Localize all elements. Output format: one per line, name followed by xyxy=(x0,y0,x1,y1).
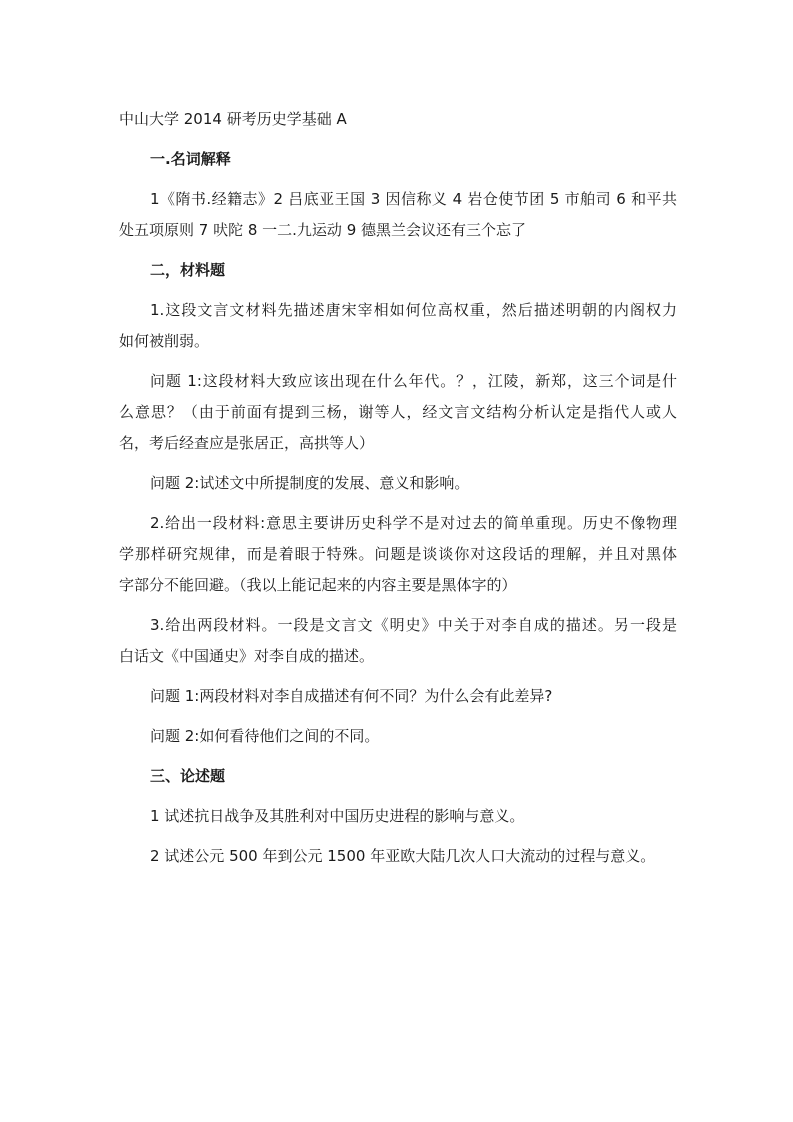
question-line: 名，考后经查应是张居正，高拱等人） xyxy=(119,434,375,452)
material-line: 2.给出一段材料:意思主要讲历史科学不是对过去的简单重现。历史不像物理 xyxy=(150,514,677,532)
question-line: 么意思？（由于前面有提到三杨，谢等人，经文言文结构分析认定是指代人或人 xyxy=(119,403,677,421)
material-line: 1.这段文言文材料先描述唐宋宰相如何位高权重，然后描述明朝的内阁权力 xyxy=(150,301,677,319)
terms-line: 处五项原则 7 吠陀 8 一二.九运动 9 德黑兰会议还有三个忘了 xyxy=(119,221,527,239)
material-line: 字部分不能回避。（我以上能记起来的内容主要是黑体字的） xyxy=(119,576,517,594)
section-heading-terms: 一.名词解释 xyxy=(150,150,231,168)
question-line: 问题 1:这段材料大致应该出现在什么年代。？，江陵，新郑，这三个词是什 xyxy=(150,372,677,390)
terms-paragraph xyxy=(119,184,677,246)
document-title: 中山大学 2014 研考历史学基础 A xyxy=(119,110,347,128)
material-line: 白话文《中国通史》对李自成的描述。 xyxy=(119,647,375,665)
material-item-3 xyxy=(119,610,677,672)
essay-question-1: 1 试述抗日战争及其胜利对中国历史进程的影响与意义。 xyxy=(150,807,525,825)
material-line: 如何被削弱。 xyxy=(119,332,210,350)
document-page xyxy=(119,104,677,881)
material-item-2 xyxy=(119,508,677,601)
section-heading-materials: 二，材料题 xyxy=(150,261,226,279)
essay-question-2: 2 试述公元 500 年到公元 1500 年亚欧大陆几次人口大流动的过程与意义。 xyxy=(150,847,656,865)
material-item-1 xyxy=(119,295,677,357)
material-3-question-1: 问题 1:两段材料对李自成描述有何不同？为什么会有此差异? xyxy=(150,687,553,705)
material-line: 3.给出两段材料。一段是文言文《明史》中关于对李自成的描述。另一段是 xyxy=(150,616,677,634)
material-3-question-2: 问题 2:如何看待他们之间的不同。 xyxy=(150,727,380,745)
section-heading-essays: 三、论述题 xyxy=(150,767,226,785)
terms-line: 1《隋书.经籍志》2 吕底亚王国 3 因信称义 4 岩仓使节团 5 市舶司 6 和平共 xyxy=(150,190,677,208)
material-line: 学那样研究规律，而是着眼于特殊。问题是谈谈你对这段话的理解，并且对黑体 xyxy=(119,545,677,563)
material-1-question-2: 问题 2:试述文中所提制度的发展、意义和影响。 xyxy=(150,474,470,492)
material-1-question-1 xyxy=(119,366,677,459)
